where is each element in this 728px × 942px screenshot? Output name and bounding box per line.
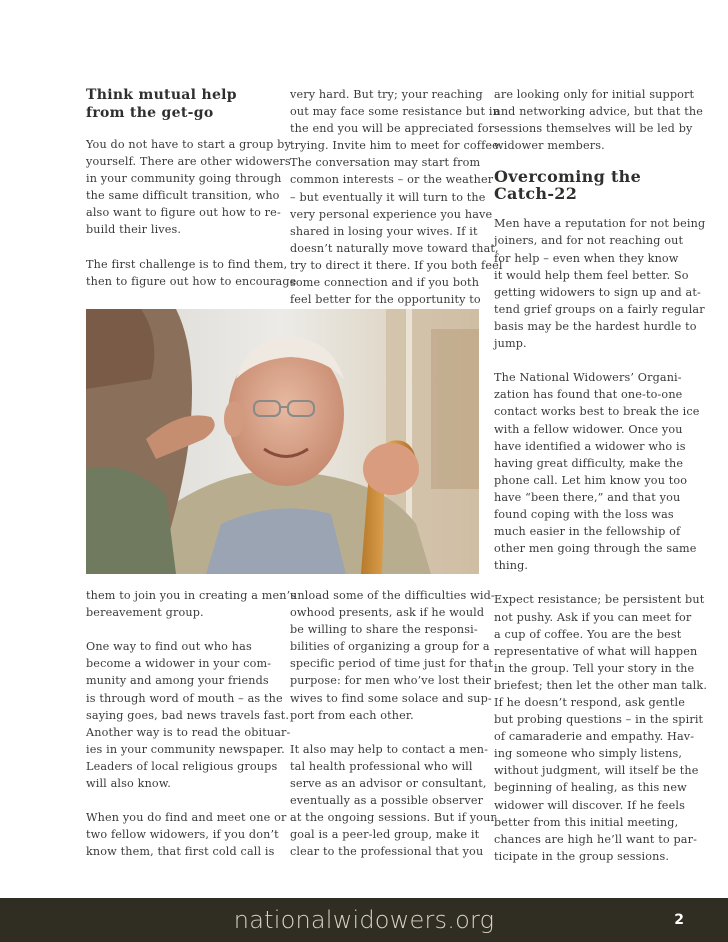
text-line: of camaraderie and empathy. Hav-: [494, 730, 695, 744]
text-line: zation has found that one-to-one: [494, 388, 683, 402]
text-line: munity and among your friends: [86, 674, 269, 688]
heading-think-mutual-help: Think mutual help from the get-go: [86, 87, 237, 121]
text-line: widower members.: [494, 139, 605, 153]
text-line: try to direct it there. If you both feel: [290, 258, 503, 272]
column-1-bottom: [86, 587, 297, 861]
text-line: feel better for the opportunity to: [290, 293, 481, 307]
text-line: wives to find some solace and sup-: [290, 691, 492, 705]
text-line: have “been there,” and that you: [494, 490, 681, 504]
text-line: specific period of time just for that: [290, 657, 494, 671]
text-line: widower will discover. If he feels: [494, 798, 685, 812]
paragraph: [86, 587, 297, 621]
text-line: not pushy. Ask if you can meet for: [494, 610, 692, 624]
text-line: in the group. Tell your story in the: [494, 661, 695, 675]
text-line: a cup of coffee. You are the best: [494, 627, 682, 641]
text-line: phone call. Let him know you too: [494, 473, 688, 487]
text-line: contact works best to break the ice: [494, 405, 700, 419]
text-line: ing someone who simply listens,: [494, 747, 683, 761]
text-line: bilities of organizing a group for a: [290, 640, 490, 654]
text-line: saying goes, bad news travels fast.: [86, 708, 290, 722]
paragraph: [494, 369, 700, 574]
text-line: know them, that first cold call is: [86, 845, 275, 859]
paragraph: [86, 256, 297, 290]
text-line: doesn’t naturally move toward that,: [290, 241, 499, 255]
text-line: but probing questions – in the spirit: [494, 713, 704, 727]
text-line: trying. Invite him to meet for coffee.: [290, 139, 503, 153]
text-line: with a fellow widower. Once you: [494, 422, 683, 436]
text-line: be willing to share the responsi-: [290, 623, 478, 637]
text-line: briefest; then let the other man talk.: [494, 678, 708, 692]
text-line: out may face some resistance but in: [290, 105, 500, 119]
text-line: much easier in the fellowship of: [494, 525, 681, 539]
text-line: eventually as a possible observer: [290, 794, 484, 808]
column-1-top: [86, 86, 297, 290]
text-line: tal health professional who will: [290, 759, 473, 773]
text-line: It also may help to contact a men-: [290, 742, 489, 756]
text-line: are looking only for initial support: [494, 88, 695, 101]
text-line: for help – even when they know: [494, 251, 679, 265]
text-line: Expect resistance; be persistent but: [494, 593, 705, 607]
text-line: – but eventually it will turn to the: [290, 190, 486, 204]
text-line: owhood presents, ask if he would: [290, 606, 485, 620]
text-line: purpose: for men who’ve lost their: [290, 674, 492, 688]
text-line: The National Widowers’ Organi-: [494, 371, 682, 385]
text-line: representative of what will happen: [494, 644, 698, 658]
text-line: at the ongoing sessions. But if your: [290, 811, 496, 825]
text-line: unload some of the difficulties wid-: [290, 589, 495, 602]
text-line: jump.: [494, 337, 527, 351]
paragraph: [494, 215, 706, 352]
text-line: is through word of mouth – as the: [86, 691, 283, 705]
text-line: other men going through the same: [494, 542, 697, 556]
text-line: in your community going through: [86, 172, 282, 186]
column-2-bottom: [290, 587, 496, 861]
heading-overcoming-catch-22: Overcoming the Catch-22: [494, 167, 642, 204]
text-line: Leaders of local religious groups: [86, 759, 278, 773]
paragraph: [86, 638, 291, 792]
photo-two-men-talking: [86, 309, 479, 574]
text-line: without judgment, will itself be the: [494, 764, 699, 778]
text-line: and networking advice, but that the: [494, 105, 703, 119]
text-line: it would help them feel better. So: [494, 268, 689, 282]
text-line: also want to figure out how to re-: [86, 206, 281, 220]
text-line: tend grief groups on a fairly regular: [494, 302, 705, 316]
paragraph: [290, 741, 496, 861]
text-line: chances are high he’ll want to par-: [494, 832, 698, 846]
page-number: 2: [674, 912, 684, 928]
text-line: will also know.: [86, 777, 171, 791]
text-line: better from this initial meeting,: [494, 815, 679, 829]
text-line: joiners, and for not reaching out: [494, 234, 684, 248]
text-line: One way to find out who has: [86, 640, 252, 654]
footer-url[interactable]: nationalwidowers.org: [233, 906, 495, 934]
text-line: having great difficulty, make the: [494, 456, 684, 470]
text-line: port from each other.: [290, 708, 414, 722]
text-line: some connection and if you both: [290, 276, 480, 290]
text-line: found coping with the loss was: [494, 507, 674, 521]
text-line: beginning of healing, as this new: [494, 781, 687, 795]
text-line: become a widower in your com-: [86, 657, 272, 671]
text-line: Another way is to read the obituar-: [86, 725, 291, 739]
text-line: the end you will be appreciated for: [290, 122, 495, 136]
text-line: bereavement group.: [86, 606, 204, 620]
text-line: the same difficult transition, who: [86, 189, 280, 203]
text-line: clear to the professional that you: [290, 845, 484, 859]
text-line: them to join you in creating a men’s: [86, 589, 297, 602]
text-line: When you do find and meet one or: [86, 811, 287, 825]
text-line: ticipate in the group sessions.: [494, 849, 670, 863]
text-line: shared in losing your wives. If it: [290, 224, 478, 238]
text-line: have identified a widower who is: [494, 439, 686, 453]
column-3: [494, 86, 708, 865]
text-line: thing.: [494, 559, 529, 573]
text-line: Men have a reputation for not being: [494, 217, 706, 231]
text-line: The conversation may start from: [290, 156, 481, 170]
text-line: two fellow widowers, if you don’t: [86, 828, 279, 842]
text-line: sessions themselves will be led by: [494, 122, 693, 136]
column-2-top: [290, 86, 503, 308]
text-line: getting widowers to sign up and at-: [494, 285, 701, 299]
text-line: then to figure out how to encourage: [86, 274, 297, 288]
text-line: very personal experience you have: [290, 207, 493, 221]
text-line: You do not have to start a group by: [86, 138, 291, 151]
footer-bar: [0, 898, 728, 942]
paragraph: [494, 86, 703, 154]
text-line: basis may be the hardest hurdle to: [494, 319, 697, 333]
paragraph: [290, 86, 503, 308]
text-line: serve as an advisor or consultant,: [290, 777, 487, 791]
paragraph: [290, 587, 495, 724]
text-line: The first challenge is to find them,: [86, 257, 288, 271]
paragraph: [86, 136, 291, 239]
text-line: very hard. But try; your reaching: [290, 88, 483, 101]
paragraph: [494, 591, 708, 865]
paragraph: [86, 809, 287, 860]
text-line: yourself. There are other widowers: [86, 155, 291, 169]
text-line: common interests – or the weather: [290, 173, 494, 187]
text-line: goal is a peer-led group, make it: [290, 828, 480, 842]
text-line: ies in your community newspaper.: [86, 742, 285, 756]
text-line: If he doesn’t respond, ask gentle: [494, 696, 686, 709]
text-line: build their lives.: [86, 223, 182, 237]
